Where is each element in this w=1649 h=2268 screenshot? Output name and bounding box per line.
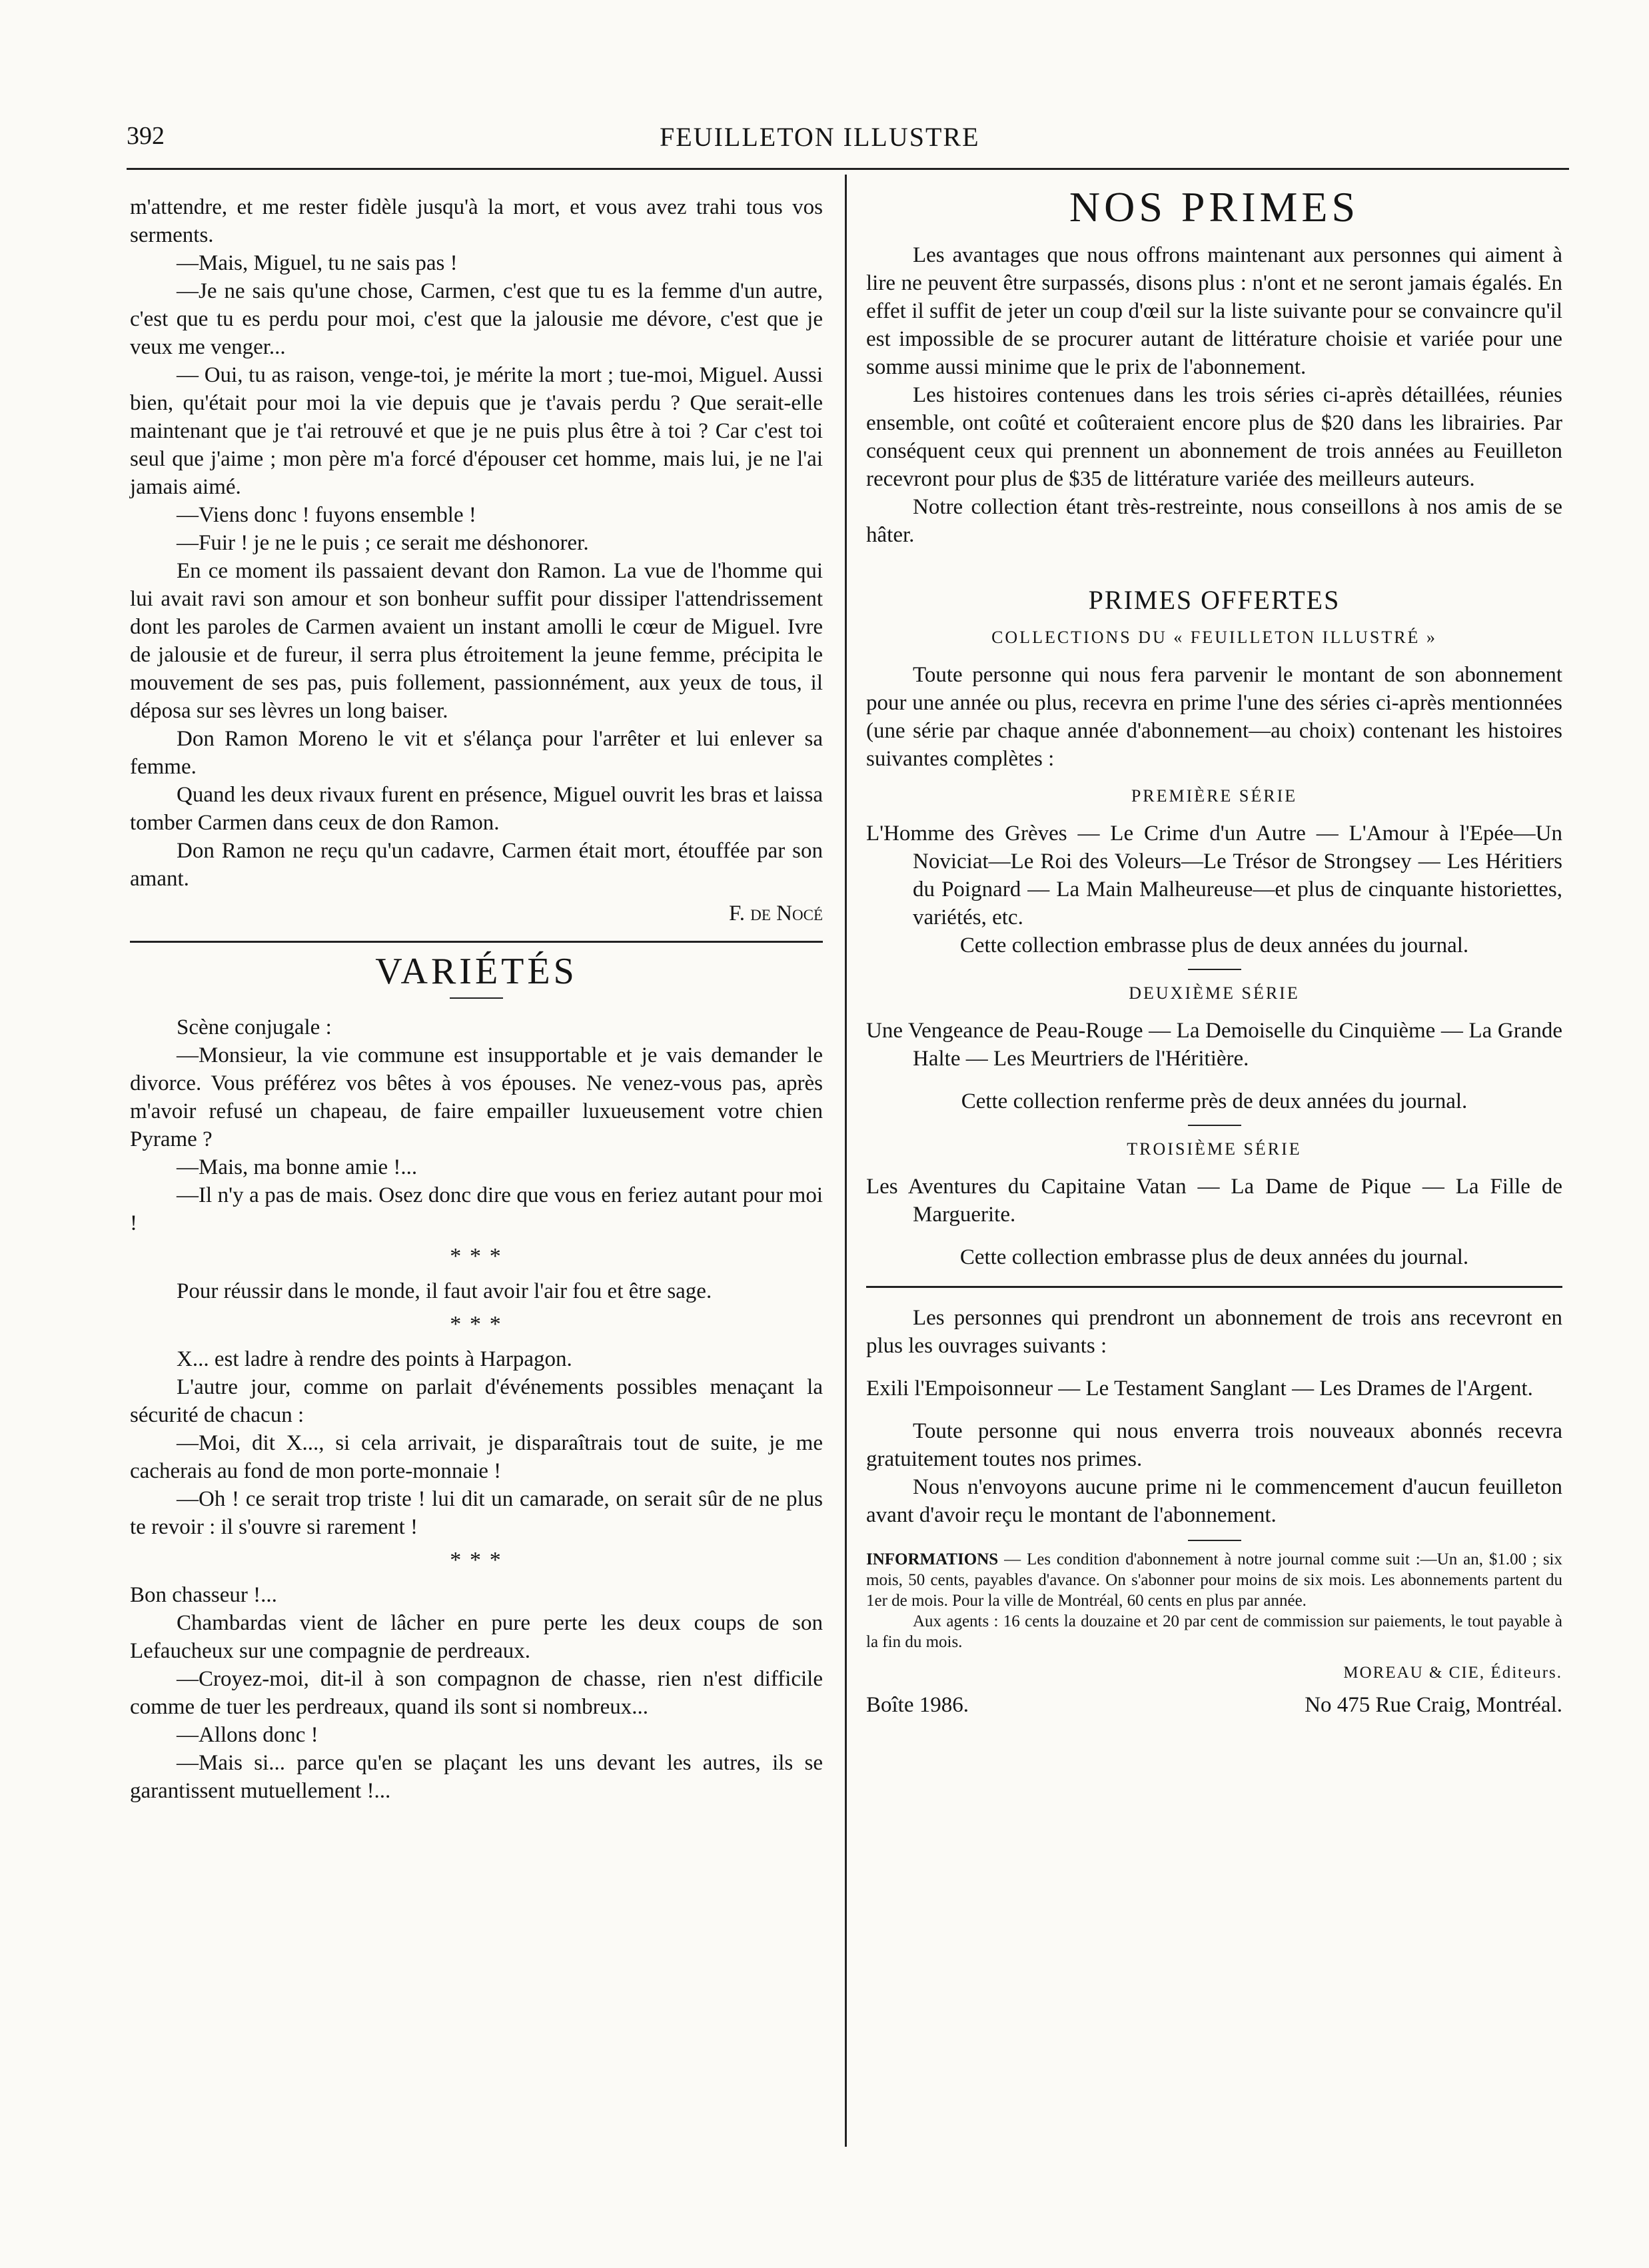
series-note: Cette collection renferme près de deux années du journal. — [961, 1089, 1468, 1113]
series-note: Cette collection embrasse plus de deux années du journal. — [959, 1245, 1469, 1269]
series-note: Cette collection embrasse plus de deux années du journal. — [959, 933, 1469, 957]
story-paragraph: —Je ne sais qu'une chose, Carmen, c'est que tu es la femme d'un autre, c'est que tu es perdu pour moi, c'est que la jalousie me dévore, c'est que je veux me venger... — [130, 279, 823, 359]
primes-paragraph: Toute personne qui nous enverra trois nouveaux abonnés recevra gratuitement toutes nos primes. — [866, 1419, 1562, 1471]
varietes-paragraph: —Il n'y a pas de mais. Osez donc dire que vous en feriez autant pour moi ! — [130, 1183, 823, 1235]
story-paragraph: —Mais, Miguel, tu ne sais pas ! — [177, 251, 458, 275]
primes-title: NOS PRIMES — [1069, 183, 1360, 231]
street-address: No 475 Rue Craig, Montréal. — [1305, 1693, 1562, 1717]
story-paragraph: Don Ramon ne reçu qu'un cadavre, Carmen était mort, étouffée par son amant. — [130, 839, 823, 891]
left-column — [130, 193, 823, 1805]
series-heading: TROISIÈME SÉRIE — [1127, 1139, 1302, 1159]
primes-paragraph: Les histoires contenues dans les trois séries ci-après détaillées, réunies ensemble, ont coûté et coûteraient encore plus de $20 dans les librairies. Par conséquent ceux qui prennent un abonnement de trois années au Feuilleton recevront pour plus de $35 de littérature variée des meilleurs auteurs. — [866, 383, 1562, 491]
varietes-paragraph: —Allons donc ! — [177, 1723, 318, 1747]
story-paragraph: Don Ramon Moreno le vit et s'élança pour l'arrêter et lui enlever sa femme. — [130, 727, 823, 779]
page-number: 392 — [127, 122, 165, 150]
series-titles: Les Aventures du Capitaine Vatan — La Dame de Pique — La Fille de Marguerite. — [866, 1175, 1562, 1227]
header-rule — [127, 168, 1569, 170]
varietes-paragraph: —Moi, dit X..., si cela arrivait, je disparaîtrais tout de suite, je me cacherais au fond de mon porte-monnaie ! — [130, 1431, 823, 1483]
post-box: Boîte 1986. — [866, 1693, 969, 1717]
information-label: INFORMATIONS — [866, 1550, 999, 1568]
varietes-paragraph: —Monsieur, la vie commune est insupportable et je vais demander le divorce. Vous préférez vos bêtes à vos épouses. Ne venez-vous pas, après m'avoir refusé un chapeau, de faire empailler luxueusement votre chien Pyrame ? — [130, 1043, 823, 1151]
information-block — [866, 1549, 1562, 1611]
story-paragraph: m'attendre, et me rester fidèle jusqu'à la mort, et vous avez trahi tous vos serments. — [130, 195, 823, 247]
varietes-paragraph: —Croyez-moi, dit-il à son compagnon de chasse, rien n'est difficile comme de tuer les perdreaux, quand ils sont si nombreux... — [130, 1667, 823, 1719]
primes-offertes-title: PRIMES OFFERTES — [1088, 585, 1341, 615]
collections-heading: COLLECTIONS DU « FEUILLETON ILLUSTRÉ » — [991, 628, 1437, 647]
information-text: — Les condition d'abonnement à notre journal comme suit :—Un an, $1.00 ; six mois, 50 cents, payables d'avance. On s'abonner pour moins de six mois. Les abonnements partent du 1er de mois. Pour la ville de Montréal, 60 cents en plus par année. — [866, 1550, 1562, 1610]
varietes-paragraph: Pour réussir dans le monde, il faut avoir l'air fou et être sage. — [177, 1279, 712, 1303]
primes-paragraph: Notre collection étant très-restreinte, nous conseillons à nos amis de se hâter. — [866, 495, 1562, 547]
asterism-divider: * * * — [450, 1244, 503, 1269]
asterism-divider: * * * — [450, 1548, 503, 1572]
series-rule — [1188, 969, 1241, 970]
asterism-divider: * * * — [450, 1312, 503, 1337]
series-titles: L'Homme des Grèves — Le Crime d'un Autre — L'Amour à l'Epée—Un Noviciat—Le Roi des Voleurs—Le Trésor de Strongsey — Les Héritiers du Poignard — La Main Malheureuse—et plus de cinquante historiettes, variétés, etc. — [866, 822, 1562, 929]
primes-paragraph: Les personnes qui prendront un abonnement de trois ans recevront en plus les ouvrages suivants : — [866, 1306, 1562, 1358]
series-heading: DEUXIÈME SÉRIE — [1129, 983, 1300, 1003]
series-heading: PREMIÈRE SÉRIE — [1131, 786, 1298, 806]
agents-note: Aux agents : 16 cents la douzaine et 20 par cent de commission sur paiements, le tout payable à la fin du mois. — [866, 1612, 1562, 1651]
info-rule — [1188, 1540, 1241, 1541]
varietes-paragraph: Chambardas vient de lâcher en pure perte les deux coups de son Lefaucheux sur une compagnie de perdreaux. — [130, 1611, 823, 1663]
title-rule — [450, 997, 503, 999]
bonus-titles: Exili l'Empoisonneur — Le Testament Sanglant — Les Drames de l'Argent. — [866, 1377, 1533, 1401]
column-divider — [845, 175, 847, 2147]
story-paragraph: —Fuir ! je ne le puis ; ce serait me déshonorer. — [177, 531, 589, 555]
varietes-title: VARIÉTÉS — [375, 951, 578, 992]
series-titles: Une Vengeance de Peau-Rouge — La Demoiselle du Cinquième — La Grande Halte — Les Meurtriers de l'Héritière. — [866, 1019, 1562, 1071]
varietes-paragraph: —Mais si... parce qu'en se plaçant les uns devant les autres, ils se garantissent mutuellement !... — [130, 1751, 823, 1803]
primes-paragraph: Toute personne qui nous fera parvenir le montant de son abonnement pour une année ou plus, recevra en prime l'une des séries ci-après mentionnées (une série par chaque année d'abonnement—au choix) contenant les histoires suivantes complètes : — [866, 663, 1562, 771]
primes-paragraph: Nous n'envoyons aucune prime ni le commencement d'aucun feuilleton avant d'avoir reçu le montant de l'abonnement. — [866, 1475, 1562, 1527]
varietes-subhead: Bon chasseur !... — [130, 1583, 277, 1607]
varietes-paragraph: —Oh ! ce serait trop triste ! lui dit un camarade, on serait sûr de ne plus te revoir : il s'ouvre si rarement ! — [130, 1487, 823, 1539]
story-paragraph: — Oui, tu as raison, venge-toi, je mérite la mort ; tue-moi, Miguel. Aussi bien, qu'était pour moi la vie depuis que je t'avais perdu ? Que serait-elle maintenant que je t'ai retrouvé et que je ne puis plus être à toi ? Car c'est toi seul que j'aime ; mon père m'a forcé d'épouser cet homme, mais lui, je ne l'ai jamais aimé. — [130, 363, 823, 499]
varietes-paragraph: L'autre jour, comme on parlait d'événements possibles menaçant la sécurité de chacun : — [130, 1375, 823, 1427]
running-title: FEUILLETON ILLUSTRE — [660, 122, 980, 152]
section-rule — [866, 1286, 1562, 1288]
varietes-paragraph: —Mais, ma bonne amie !... — [177, 1155, 418, 1179]
varietes-paragraph: X... est ladre à rendre des points à Harpagon. — [177, 1347, 572, 1371]
publisher-name: MOREAU & CIE, Éditeurs. — [1343, 1664, 1562, 1682]
publisher-address — [866, 1691, 1562, 1719]
story-paragraph: —Viens donc ! fuyons ensemble ! — [177, 503, 476, 527]
varietes-intro: Scène conjugale : — [177, 1015, 332, 1039]
right-column — [866, 183, 1562, 1719]
story-paragraph: Quand les deux rivaux furent en présence, Miguel ouvrit les bras et laissa tomber Carmen dans ceux de don Ramon. — [130, 783, 823, 835]
story-signature: F. de Nocé — [729, 901, 823, 925]
primes-paragraph: Les avantages que nous offrons maintenant aux personnes qui aiment à lire ne peuvent être surpassés, disons plus : n'ont et ne seront jamais égalés. En effet il suffit de jeter un coup d'œil sur la liste suivante pour se convaincre qu'il est impossible de se procurer autant de littérature choisie et variée pour une somme aussi minime que le prix de l'abonnement. — [866, 243, 1562, 379]
series-rule — [1188, 1125, 1241, 1126]
section-rule — [130, 941, 823, 943]
story-paragraph: En ce moment ils passaient devant don Ramon. La vue de l'homme qui lui avait ravi son amour et son bonheur suffit pour dissiper l'attendrissement dont les paroles de Carmen avaient un instant amolli le cœur de Miguel. Ivre de jalousie et de fureur, il serra plus étroitement la jeune femme, précipita le mouvement de ses pas, puis follement, passionnément, aux yeux de tous, il déposa sur ses lèvres un long baiser. — [130, 559, 823, 723]
